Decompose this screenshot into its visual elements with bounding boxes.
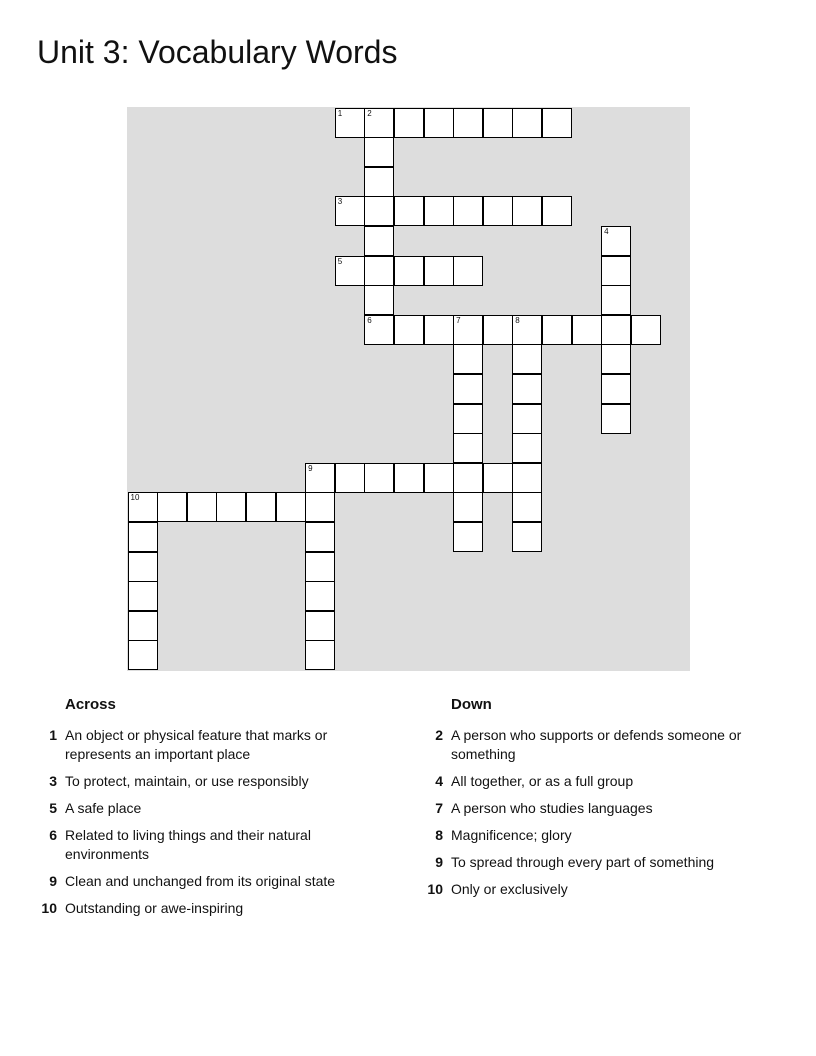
crossword-grid	[127, 107, 690, 671]
grid-cell[interactable]	[335, 463, 365, 493]
clue-item	[40, 899, 370, 918]
grid-cell[interactable]	[305, 522, 335, 552]
grid-cell[interactable]	[364, 285, 394, 315]
grid-cell[interactable]	[424, 196, 454, 226]
clue-number-label: 3	[337, 197, 343, 207]
grid-cell[interactable]	[276, 492, 306, 522]
clue-item	[426, 853, 771, 872]
clue-text: Only or exclusively	[451, 881, 568, 897]
clue-text: Magnificence; glory	[451, 827, 572, 843]
clue-text: Outstanding or awe-inspiring	[65, 900, 244, 916]
grid-cell[interactable]	[305, 463, 335, 493]
grid-cell[interactable]	[542, 108, 572, 138]
grid-cell[interactable]	[483, 315, 513, 345]
grid-cell[interactable]	[601, 285, 631, 315]
clue-number: 4	[435, 773, 443, 789]
grid-cell[interactable]	[512, 196, 542, 226]
grid-cell[interactable]	[364, 226, 394, 256]
grid-cell[interactable]	[512, 522, 542, 552]
clue-item	[40, 826, 370, 864]
grid-cell[interactable]	[601, 404, 631, 434]
grid-cell[interactable]	[128, 522, 158, 552]
clue-number: 5	[49, 800, 57, 816]
grid-cell[interactable]	[512, 404, 542, 434]
grid-cell[interactable]	[601, 315, 631, 345]
grid-cell[interactable]	[512, 492, 542, 522]
clue-number: 1	[49, 727, 57, 743]
grid-cell[interactable]	[305, 581, 335, 611]
grid-cell[interactable]	[453, 463, 483, 493]
clue-text: A safe place	[65, 800, 142, 816]
grid-cell[interactable]	[335, 108, 365, 138]
clue-item	[426, 726, 771, 764]
grid-cell[interactable]	[364, 108, 394, 138]
grid-cell[interactable]	[453, 522, 483, 552]
grid-cell[interactable]	[542, 196, 572, 226]
grid-cell[interactable]	[512, 315, 542, 345]
grid-cell[interactable]	[305, 640, 335, 670]
grid-cell[interactable]	[453, 315, 483, 345]
grid-cell[interactable]	[424, 108, 454, 138]
down-clues	[426, 694, 771, 907]
grid-cell[interactable]	[601, 256, 631, 286]
clue-item	[426, 772, 771, 791]
grid-cell[interactable]	[601, 374, 631, 404]
grid-cell[interactable]	[453, 344, 483, 374]
grid-cell[interactable]	[246, 492, 276, 522]
grid-cell[interactable]	[483, 463, 513, 493]
clue-item	[40, 799, 370, 818]
clue-text: To protect, maintain, or use responsibly	[65, 773, 309, 789]
clue-number: 7	[435, 800, 443, 816]
grid-cell[interactable]	[364, 137, 394, 167]
clue-number-label: 1	[337, 108, 343, 118]
grid-cell[interactable]	[394, 256, 424, 286]
clue-number-label: 7	[456, 315, 461, 325]
clue-text: All together, or as a full group	[451, 773, 634, 789]
clue-number: 8	[435, 827, 443, 843]
clue-text: Clean and unchanged from its original state	[65, 873, 336, 889]
grid-cell[interactable]	[453, 374, 483, 404]
clue-number-label: 2	[367, 108, 372, 118]
grid-cell[interactable]	[394, 108, 424, 138]
grid-cell[interactable]	[305, 492, 335, 522]
grid-cell[interactable]	[128, 640, 158, 670]
grid-cell[interactable]	[424, 256, 454, 286]
grid-cell[interactable]	[335, 196, 365, 226]
grid-cell[interactable]	[483, 196, 513, 226]
grid-cell[interactable]	[601, 226, 631, 256]
grid-cell[interactable]	[157, 492, 187, 522]
grid-cell[interactable]	[216, 492, 246, 522]
grid-cell[interactable]	[394, 315, 424, 345]
grid-cell[interactable]	[453, 196, 483, 226]
grid-cell[interactable]	[335, 256, 365, 286]
grid-cell[interactable]	[512, 374, 542, 404]
clue-item	[426, 799, 771, 818]
clue-number: 9	[435, 854, 443, 870]
clue-number: 6	[49, 827, 57, 843]
grid-cell[interactable]	[364, 196, 394, 226]
clue-text: To spread through every part of something	[451, 854, 715, 870]
clue-item	[40, 872, 370, 891]
clue-item	[426, 880, 771, 899]
grid-cell[interactable]	[453, 492, 483, 522]
clue-text: A person who studies languages	[451, 800, 653, 816]
clue-number: 10	[427, 881, 443, 897]
grid-cell[interactable]	[453, 433, 483, 463]
grid-cell[interactable]	[128, 552, 158, 582]
clue-number-label: 8	[515, 315, 520, 325]
clue-text: An object or physical feature that marks or represents an important place	[65, 727, 328, 762]
grid-cell[interactable]	[512, 344, 542, 374]
clue-number: 10	[41, 900, 57, 916]
grid-cell[interactable]	[631, 315, 661, 345]
grid-cell[interactable]	[424, 463, 454, 493]
clue-number: 2	[435, 727, 443, 743]
grid-cell[interactable]	[305, 552, 335, 582]
clue-item	[40, 772, 370, 791]
clue-item	[40, 726, 370, 764]
grid-cell[interactable]	[364, 315, 394, 345]
grid-cell[interactable]	[512, 108, 542, 138]
grid-cell[interactable]	[364, 167, 394, 197]
grid-cell[interactable]	[424, 315, 454, 345]
clue-number: 3	[49, 773, 57, 789]
grid-cell[interactable]	[601, 344, 631, 374]
grid-cell[interactable]	[572, 315, 602, 345]
grid-cell[interactable]	[483, 108, 513, 138]
grid-cell[interactable]	[394, 463, 424, 493]
grid-cell[interactable]	[453, 256, 483, 286]
clue-number-label: 10	[130, 493, 140, 503]
page-title: Unit 3: Vocabulary Words	[37, 34, 398, 70]
grid-cell[interactable]	[128, 492, 158, 522]
grid-cell[interactable]	[364, 256, 394, 286]
grid-cell[interactable]	[128, 611, 158, 641]
grid-cell[interactable]	[542, 315, 572, 345]
grid-cell[interactable]	[364, 463, 394, 493]
clue-number-label: 6	[367, 315, 372, 325]
grid-cell[interactable]	[187, 492, 217, 522]
clue-number: 9	[49, 873, 57, 889]
grid-cell[interactable]	[305, 611, 335, 641]
clue-number-label: 4	[604, 226, 609, 236]
clue-number-label: 9	[308, 463, 313, 473]
across-clues	[40, 694, 370, 926]
clue-text: Related to living things and their natural environments	[65, 827, 311, 862]
grid-cell[interactable]	[128, 581, 158, 611]
clue-item	[426, 826, 771, 845]
clue-number-label: 5	[337, 256, 343, 266]
grid-cell[interactable]	[453, 404, 483, 434]
clue-text: A person who supports or defends someone or something	[451, 727, 742, 762]
down-heading: Down	[451, 696, 492, 713]
across-heading: Across	[65, 696, 116, 713]
grid-cell[interactable]	[453, 108, 483, 138]
grid-cell[interactable]	[512, 433, 542, 463]
grid-cell[interactable]	[512, 463, 542, 493]
grid-cell[interactable]	[394, 196, 424, 226]
